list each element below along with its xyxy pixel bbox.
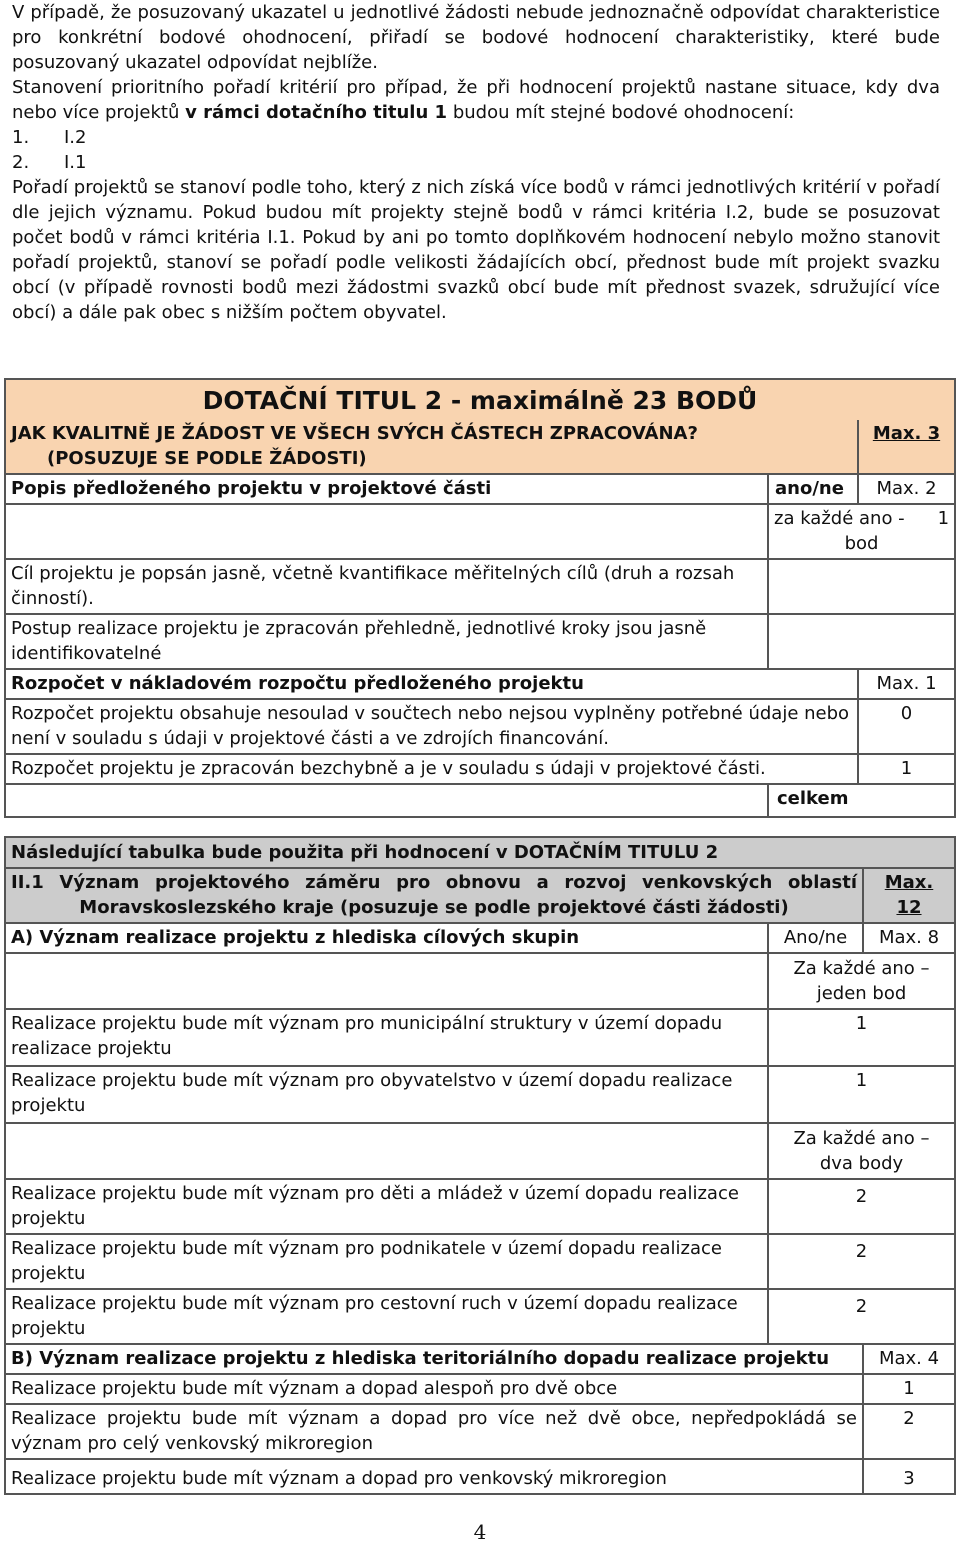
intro-text <box>12 0 940 325</box>
list-item: 1. I.2 <box>12 127 87 148</box>
section-title: B) Význam realizace projektu z hlediska teritoriálního dopadu realizace projektu <box>5 1344 863 1374</box>
criterion-points: 1 <box>768 1066 955 1123</box>
table-row <box>5 559 955 614</box>
table-heading-row <box>5 837 955 868</box>
criterion-points: 2 <box>768 1289 955 1344</box>
section-title: A) Význam realizace projektu z hlediska cílových skupin <box>5 923 768 953</box>
section-max: Max. 8 <box>863 923 955 953</box>
table-row <box>5 1404 955 1459</box>
criterion-text: Cíl projektu je popsán jasně, včetně kvantifikace měřitelných cílů (druh a rozsah činností). <box>5 559 768 614</box>
table-row <box>5 1459 955 1494</box>
criterion-text: Postup realizace projektu je zpracován přehledně, jednotlivé kroky jsou jasně identifikovatelné <box>5 614 768 669</box>
section-max: Max. 2 <box>858 474 955 504</box>
criterion-points: 1 <box>863 1374 955 1404</box>
question-text: JAK KVALITNĚ JE ŽÁDOST VE VŠECH SVÝCH ČÁSTECH ZPRACOVÁNA? <box>11 423 698 444</box>
table-total-row <box>5 784 955 817</box>
criterion-points: 1 <box>858 754 955 784</box>
section-title: Popis předloženého projektu v projektové části <box>5 474 768 504</box>
section-max: Max. 4 <box>863 1344 955 1374</box>
criteria-table <box>4 836 956 1495</box>
yes-no-label: ano/ne <box>768 474 858 504</box>
criterion-text: Rozpočet projektu obsahuje nesoulad v součtech nebo nejsou vyplněny potřebné údaje nebo není v souladu s údaji v projektové části a ve zdrojích financování. <box>5 699 858 754</box>
table-row <box>5 1066 955 1123</box>
criterion-text: Realizace projektu bude mít význam pro obyvatelstvo v území dopadu realizace projektu <box>5 1066 768 1123</box>
table-title: DOTAČNÍ TITUL 2 - maximálně 23 BODŮ <box>202 386 758 415</box>
intro-paragraph-2 <box>12 75 940 125</box>
each-yes-unit: bod <box>844 533 879 554</box>
intro-paragraph-1: V případě, že posuzovaný ukazatel u jednotlivé žádosti nebude jednoznačně odpovídat charakteristice pro konkrétní bodové ohodnocení, přiřadí se bodové hodnocení charakteristiky, které bude posuzovaný ukazatel odpovídat nejblíže. <box>12 2 940 73</box>
max-total: Max. 3 <box>858 420 955 474</box>
criterion-text: Rozpočet projektu je zpracován bezchybně a je v souladu s údaji v projektové části. <box>5 754 858 784</box>
table-row <box>5 474 955 504</box>
section-title: Rozpočet v nákladovém rozpočtu předloženého projektu <box>5 669 858 699</box>
each-yes-label: za každé ano - <box>774 508 905 529</box>
criterion-points: 1 <box>768 1009 955 1066</box>
table-row <box>5 1374 955 1404</box>
table-row <box>5 1344 955 1374</box>
question-sub: (POSUZUJE SE PODLE ŽÁDOSTI) <box>47 448 367 469</box>
total-label: celkem <box>768 784 955 817</box>
criterion-text: Realizace projektu bude mít význam a dopad alespoň pro dvě obce <box>5 1374 863 1404</box>
each-yes-label: Za každé ano – jeden bod <box>768 953 955 1009</box>
table-row <box>5 504 955 559</box>
table-row <box>5 1123 955 1179</box>
intro-p2-end: budou mít stejné bodové ohodnocení: <box>447 102 795 123</box>
criterion-points: 2 <box>863 1404 955 1459</box>
list-item: 2. I.1 <box>12 152 87 173</box>
criterion-points: 2 <box>768 1179 955 1234</box>
criterion-max-label: Max. <box>884 872 934 893</box>
scoring-table-title-2 <box>4 378 956 818</box>
criterion-text: Realizace projektu bude mít význam a dopad pro venkovský mikroregion <box>5 1459 863 1494</box>
table-row <box>5 669 955 699</box>
criterion-text: Realizace projektu bude mít význam pro cestovní ruch v území dopadu realizace projektu <box>5 1289 768 1344</box>
table-heading: Následující tabulka bude použita při hodnocení v DOTAČNÍM TITULU 2 <box>5 837 955 868</box>
page-number: 4 <box>473 1520 487 1544</box>
table-row <box>5 754 955 784</box>
criterion-title: II.1 Význam projektového záměru pro obnovu a rozvoj venkovských oblastí Moravskoslezského kraje (posuzuje se podle projektové části žádosti) <box>5 868 863 923</box>
table-row <box>5 1289 955 1344</box>
criterion-text: Realizace projektu bude mít význam pro municipální struktury v území dopadu realizace projektu <box>5 1009 768 1066</box>
intro-p2-bold: v rámci dotačního titulu 1 <box>185 102 448 123</box>
table-header-row <box>5 379 955 420</box>
table-row <box>5 1234 955 1289</box>
criterion-header-row <box>5 868 955 923</box>
yes-no-label: Ano/ne <box>768 923 863 953</box>
criterion-points: 3 <box>863 1459 955 1494</box>
table-row <box>5 1179 955 1234</box>
each-yes-points: 1 <box>937 508 950 529</box>
criterion-points: 0 <box>858 699 955 754</box>
intro-paragraph-3: Pořadí projektů se stanoví podle toho, který z nich získá více bodů v rámci jednotlivých kritérií v pořadí dle jejich významu. Pokud budou mít projekty stejně bodů v rámci kritéria I.2, bude se posuzovat počet bodů v rámci kritéria I.1. Pokud by ani po tomto doplňkovém hodnocení nebylo možno stanovit pořadí projektů, stanoví se pořadí podle velikosti žádajících obcí, přednost bude mít projekt svazku obcí (v případě rovnosti bodů mezi žádostmi svazků obcí bude mít přednost svazek, sdružující více obcí) a dále pak obec s nižším počtem obyvatel. <box>12 177 940 323</box>
table-row <box>5 614 955 669</box>
table-row <box>5 923 955 953</box>
each-yes-label: Za každé ano – dva body <box>768 1123 955 1179</box>
criterion-max-value: 12 <box>896 897 922 918</box>
section-max: Max. 1 <box>858 669 955 699</box>
criterion-text: Realizace projektu bude mít význam pro podnikatele v území dopadu realizace projektu <box>5 1234 768 1289</box>
table-row <box>5 699 955 754</box>
criterion-text: Realizace projektu bude mít význam pro děti a mládež v území dopadu realizace projektu <box>5 1179 768 1234</box>
criterion-points: 2 <box>768 1234 955 1289</box>
table-row <box>5 953 955 1009</box>
table-row <box>5 1009 955 1066</box>
criterion-text: Realizace projektu bude mít význam a dopad pro více než dvě obce, nepředpokládá se význam pro celý venkovský mikroregion <box>5 1404 863 1459</box>
table-question-row <box>5 420 955 474</box>
intro-p2-text: Stanovení prioritního pořadí kritérií pro případ, že při hodnocení projektů nastane situace, kdy dva nebo více projektů <box>12 77 940 123</box>
